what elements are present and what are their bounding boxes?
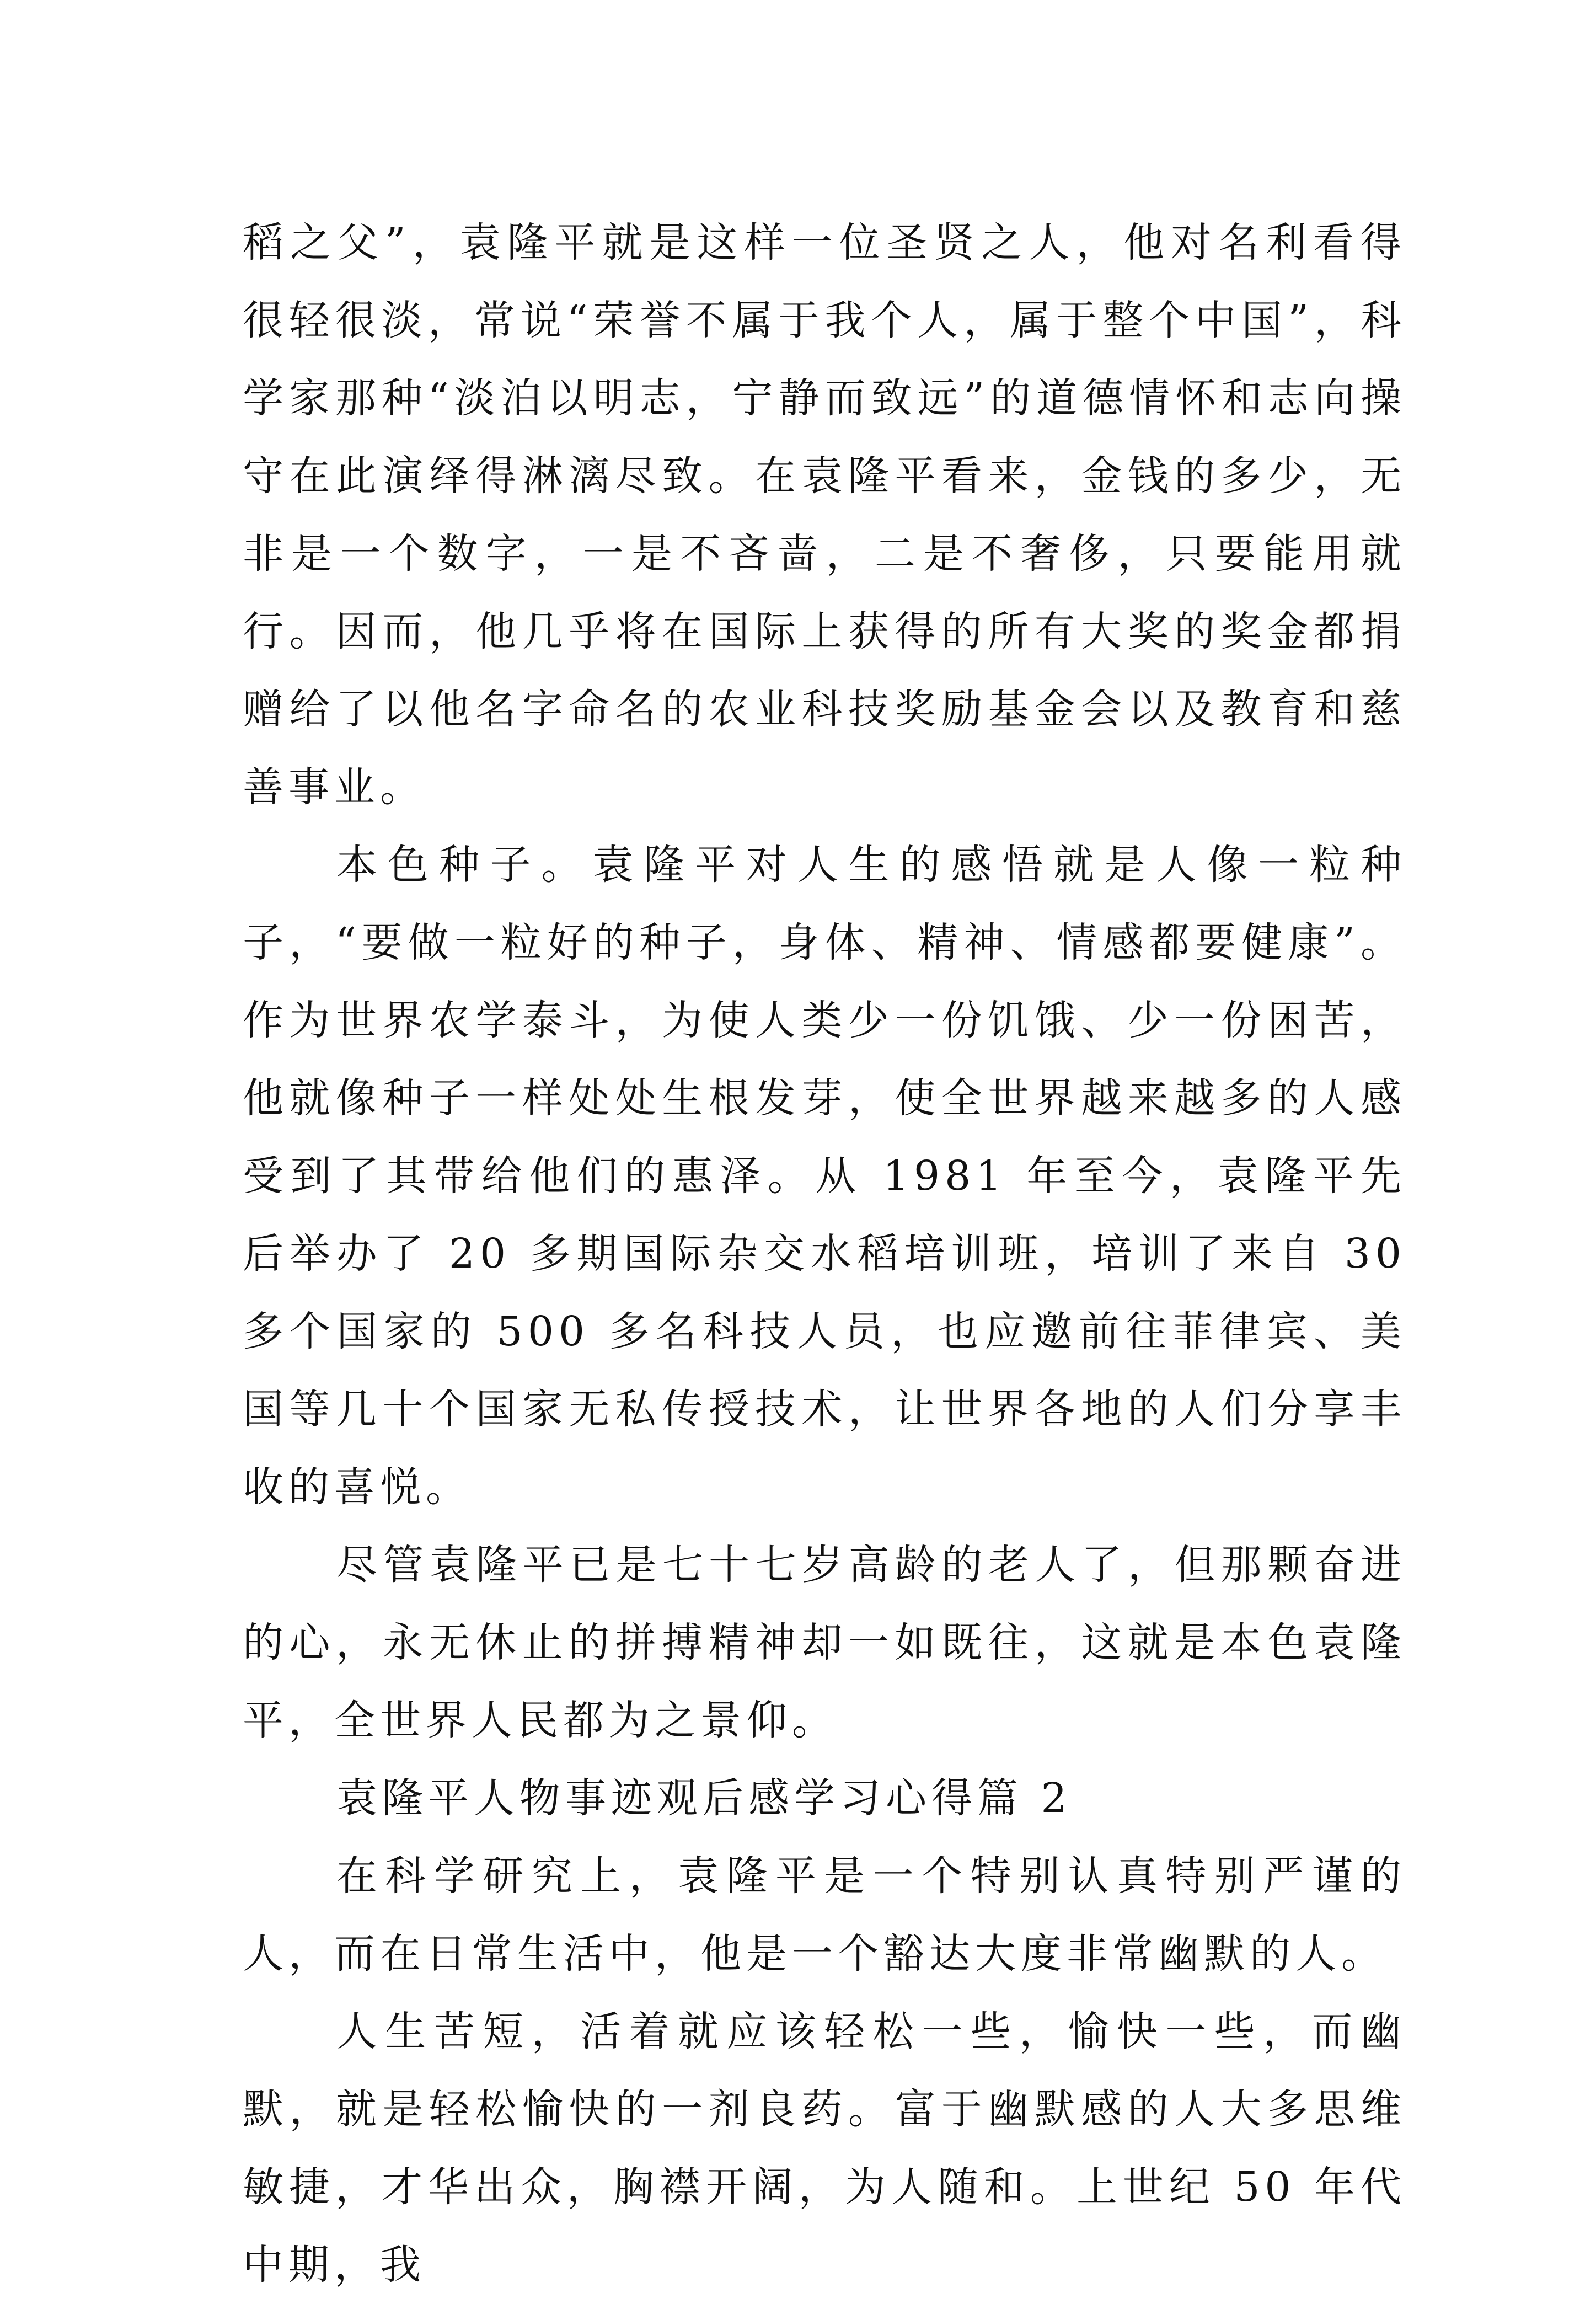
paragraph-natural-seed: 本色种子。袁隆平对人生的感悟就是人像一粒种子，“要做一粒好的种子，身体、精神、情感都要健康”。作为世界农学泰斗，为使人类少一份饥饿、少一份困苦，他就像种子一样处处生根发芽，使全世界越来越多的人感受到了其带给他们的惠泽。从 1981 年至今，袁隆平先后举办了 20 多期国际杂交水稻培训班，培训了来自 30 多个国家的 500 多名科技人员，也应邀前往菲律宾、美国等几十个国家无私传授技术，让世界各地的人们分享丰收的喜悦。 (243, 841, 1406, 1511)
paragraph-continuation: 稻之父”，袁隆平就是这样一位圣贤之人，他对名利看得很轻很淡，常说“荣誉不属于我个人，属于整个中国”，科学家那种“淡泊以明志，宁静而致远”的道德情怀和志向操守在此演绎得淋漓尽致。在袁隆平看来，金钱的多少，无非是一个数字，一是不吝啬，二是不奢侈，只要能用就行。因而，他几乎将在国际上获得的所有大奖的奖金都捐赠给了以他名字命名的农业科技奖励基金会以及教育和慈善事业。 (243, 219, 1406, 811)
section-heading: 袁隆平人物事迹观后感学习心得篇 2 (336, 1774, 1072, 1822)
document-body (243, 204, 1406, 2304)
paragraph-character: 在科学研究上，袁隆平是一个特别认真特别严谨的人，而在日常生活中，他是一个豁达大度非常幽默的人。 (243, 1852, 1406, 1977)
paragraph-conclusion: 尽管袁隆平已是七十七岁高龄的老人了，但那颗奋进的心，永无休止的拼搏精神却一如既往，这就是本色袁隆平，全世界人民都为之景仰。 (243, 1541, 1406, 1744)
paragraph-humor: 人生苦短，活着就应该轻松一些，愉快一些，而幽默，就是轻松愉快的一剂良药。富于幽默感的人大多思维敏捷，才华出众，胸襟开阔，为人随和。上世纪 50 年代中期，我 (243, 2008, 1406, 2289)
